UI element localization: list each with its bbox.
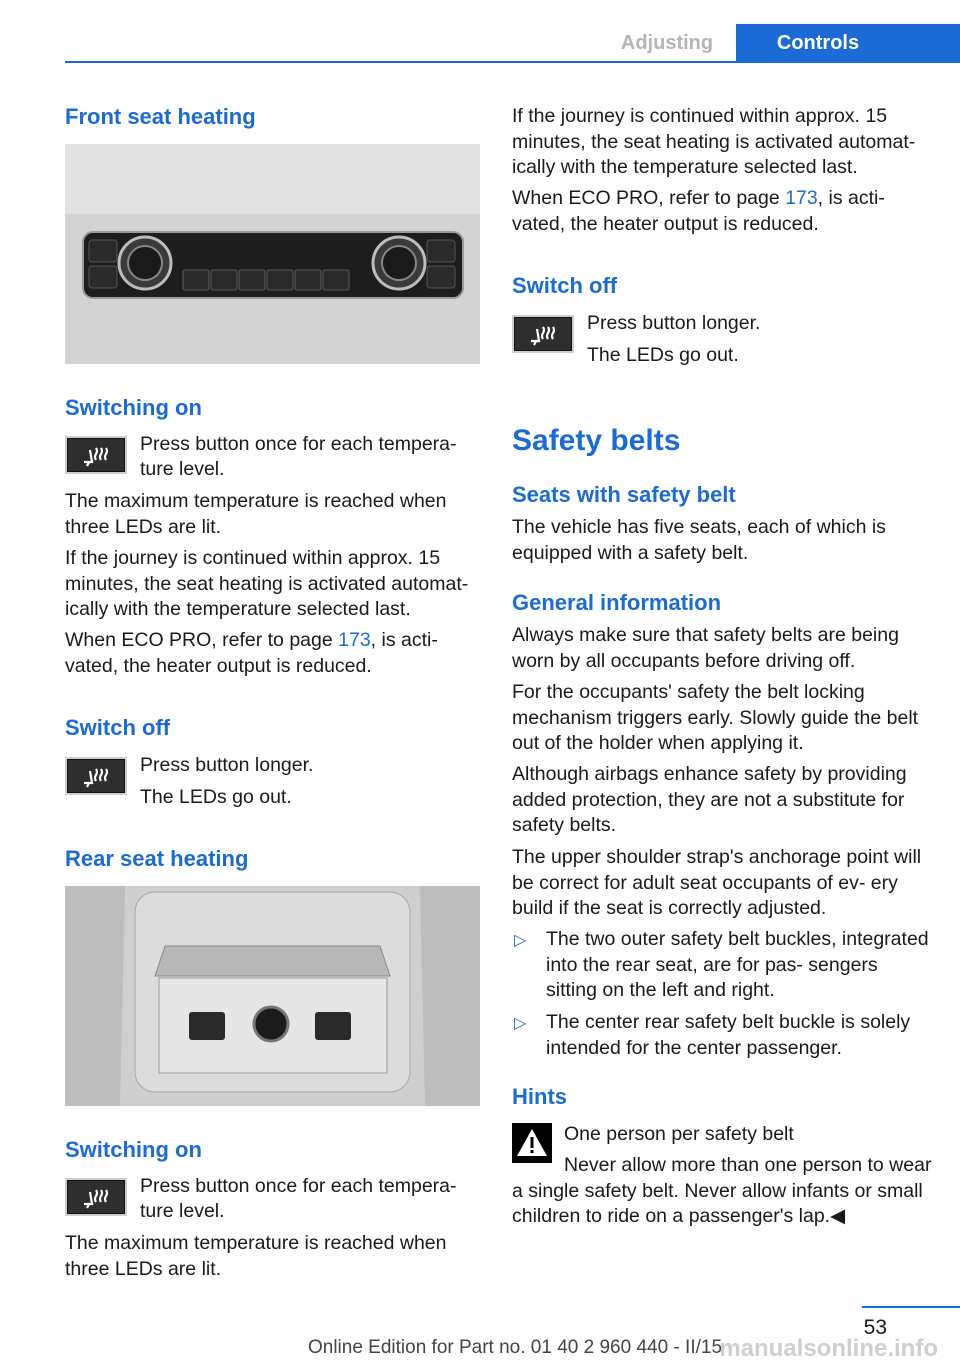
text: The LEDs go out.: [587, 344, 739, 366]
bullet-triangle-icon: ▷: [514, 932, 527, 949]
list-item: The two outer safety belt buckles, integrated into the rear seat, are for pas‐ sengers sitting on the left and right.: [546, 928, 929, 1001]
list-item: The center rear safety belt buckle is solely intended for the center passenger.: [546, 1011, 911, 1059]
seat-heating-button-icon: [65, 1178, 127, 1216]
page-link-173[interactable]: 173: [338, 629, 371, 651]
heading-rear-seat-heating: Rear seat heating: [65, 846, 249, 871]
paragraph: When ECO PRO, refer to page 173, is acti‐ vated, the heater output is reduced.: [512, 187, 885, 235]
text: Press button longer.: [587, 312, 761, 334]
tab-adjusting[interactable]: Adjusting: [620, 31, 714, 54]
paragraph: Although airbags enhance safety by providing added protection, they are not a substitute for safety belts.: [512, 763, 907, 836]
heading-safety-belts: Safety belts: [512, 424, 681, 457]
rear-seat-heating-photo: [65, 886, 480, 1106]
page-number: 53: [863, 1316, 887, 1339]
paragraph: The maximum temperature is reached when three LEDs are lit.: [65, 490, 447, 538]
paragraph: The maximum temperature is reached when three LEDs are lit.: [65, 1232, 447, 1280]
text: Press button once for each tempera‐: [140, 433, 457, 455]
heading-switching-on-front: Switching on: [65, 395, 202, 420]
paragraph: If the journey is continued within approx. 15 minutes, the seat heating is activated automat‐ ically with the temperature selected last.: [512, 105, 916, 178]
seat-heating-button-icon: [65, 757, 127, 795]
heading-general-information: General information: [512, 590, 722, 615]
tab-controls[interactable]: Controls: [736, 24, 960, 62]
seat-heating-button-icon: [65, 436, 127, 474]
text: One person per safety belt: [564, 1123, 794, 1145]
paragraph: Never allow more than one person to wear a single safety belt. Never allow infants or small children to ride on a passenger's lap.◀: [512, 1154, 932, 1227]
page-link-173[interactable]: 173: [785, 187, 818, 209]
watermark: manualsonline.info: [719, 1335, 938, 1362]
bullet-triangle-icon: ▷: [514, 1015, 527, 1032]
heading-seats-with-safety-belt: Seats with safety belt: [512, 482, 736, 507]
heading-front-seat-heating: Front seat heating: [65, 104, 256, 129]
text: ture level.: [140, 458, 225, 480]
paragraph: The vehicle has five seats, each of which is equipped with a safety belt.: [512, 516, 886, 564]
text: ture level.: [140, 1200, 225, 1222]
text: The LEDs go out.: [140, 786, 292, 808]
paragraph: For the occupants' safety the belt locking mechanism triggers early. Slowly guide the belt out of the holder when applying it.: [512, 681, 919, 754]
heading-switch-off: Switch off: [512, 273, 618, 298]
paragraph: Always make sure that safety belts are being worn by all occupants before driving off.: [512, 624, 899, 672]
seat-heating-button-icon: [512, 315, 574, 353]
text: Press button once for each tempera‐: [140, 1175, 457, 1197]
text: Press button longer.: [140, 754, 314, 776]
heading-switching-on-rear: Switching on: [65, 1137, 202, 1162]
heading-switch-off-front: Switch off: [65, 715, 171, 740]
edition-footer: Online Edition for Part no. 01 40 2 960 440 - II/15: [307, 1337, 723, 1358]
header-divider: [65, 61, 960, 63]
paragraph: When ECO PRO, refer to page 173, is acti‐ vated, the heater output is reduced.: [65, 629, 438, 677]
paragraph: If the journey is continued within approx. 15 minutes, the seat heating is activated automat‐ ically with the temperature selected last.: [65, 547, 469, 620]
front-control-panel-photo: [65, 144, 480, 364]
paragraph: The upper shoulder strap's anchorage point will be correct for adult seat occupants of ev‐ ery build if the seat is correctly adjusted.: [512, 846, 922, 919]
footer-divider: [862, 1306, 960, 1308]
heading-hints: Hints: [512, 1084, 567, 1109]
